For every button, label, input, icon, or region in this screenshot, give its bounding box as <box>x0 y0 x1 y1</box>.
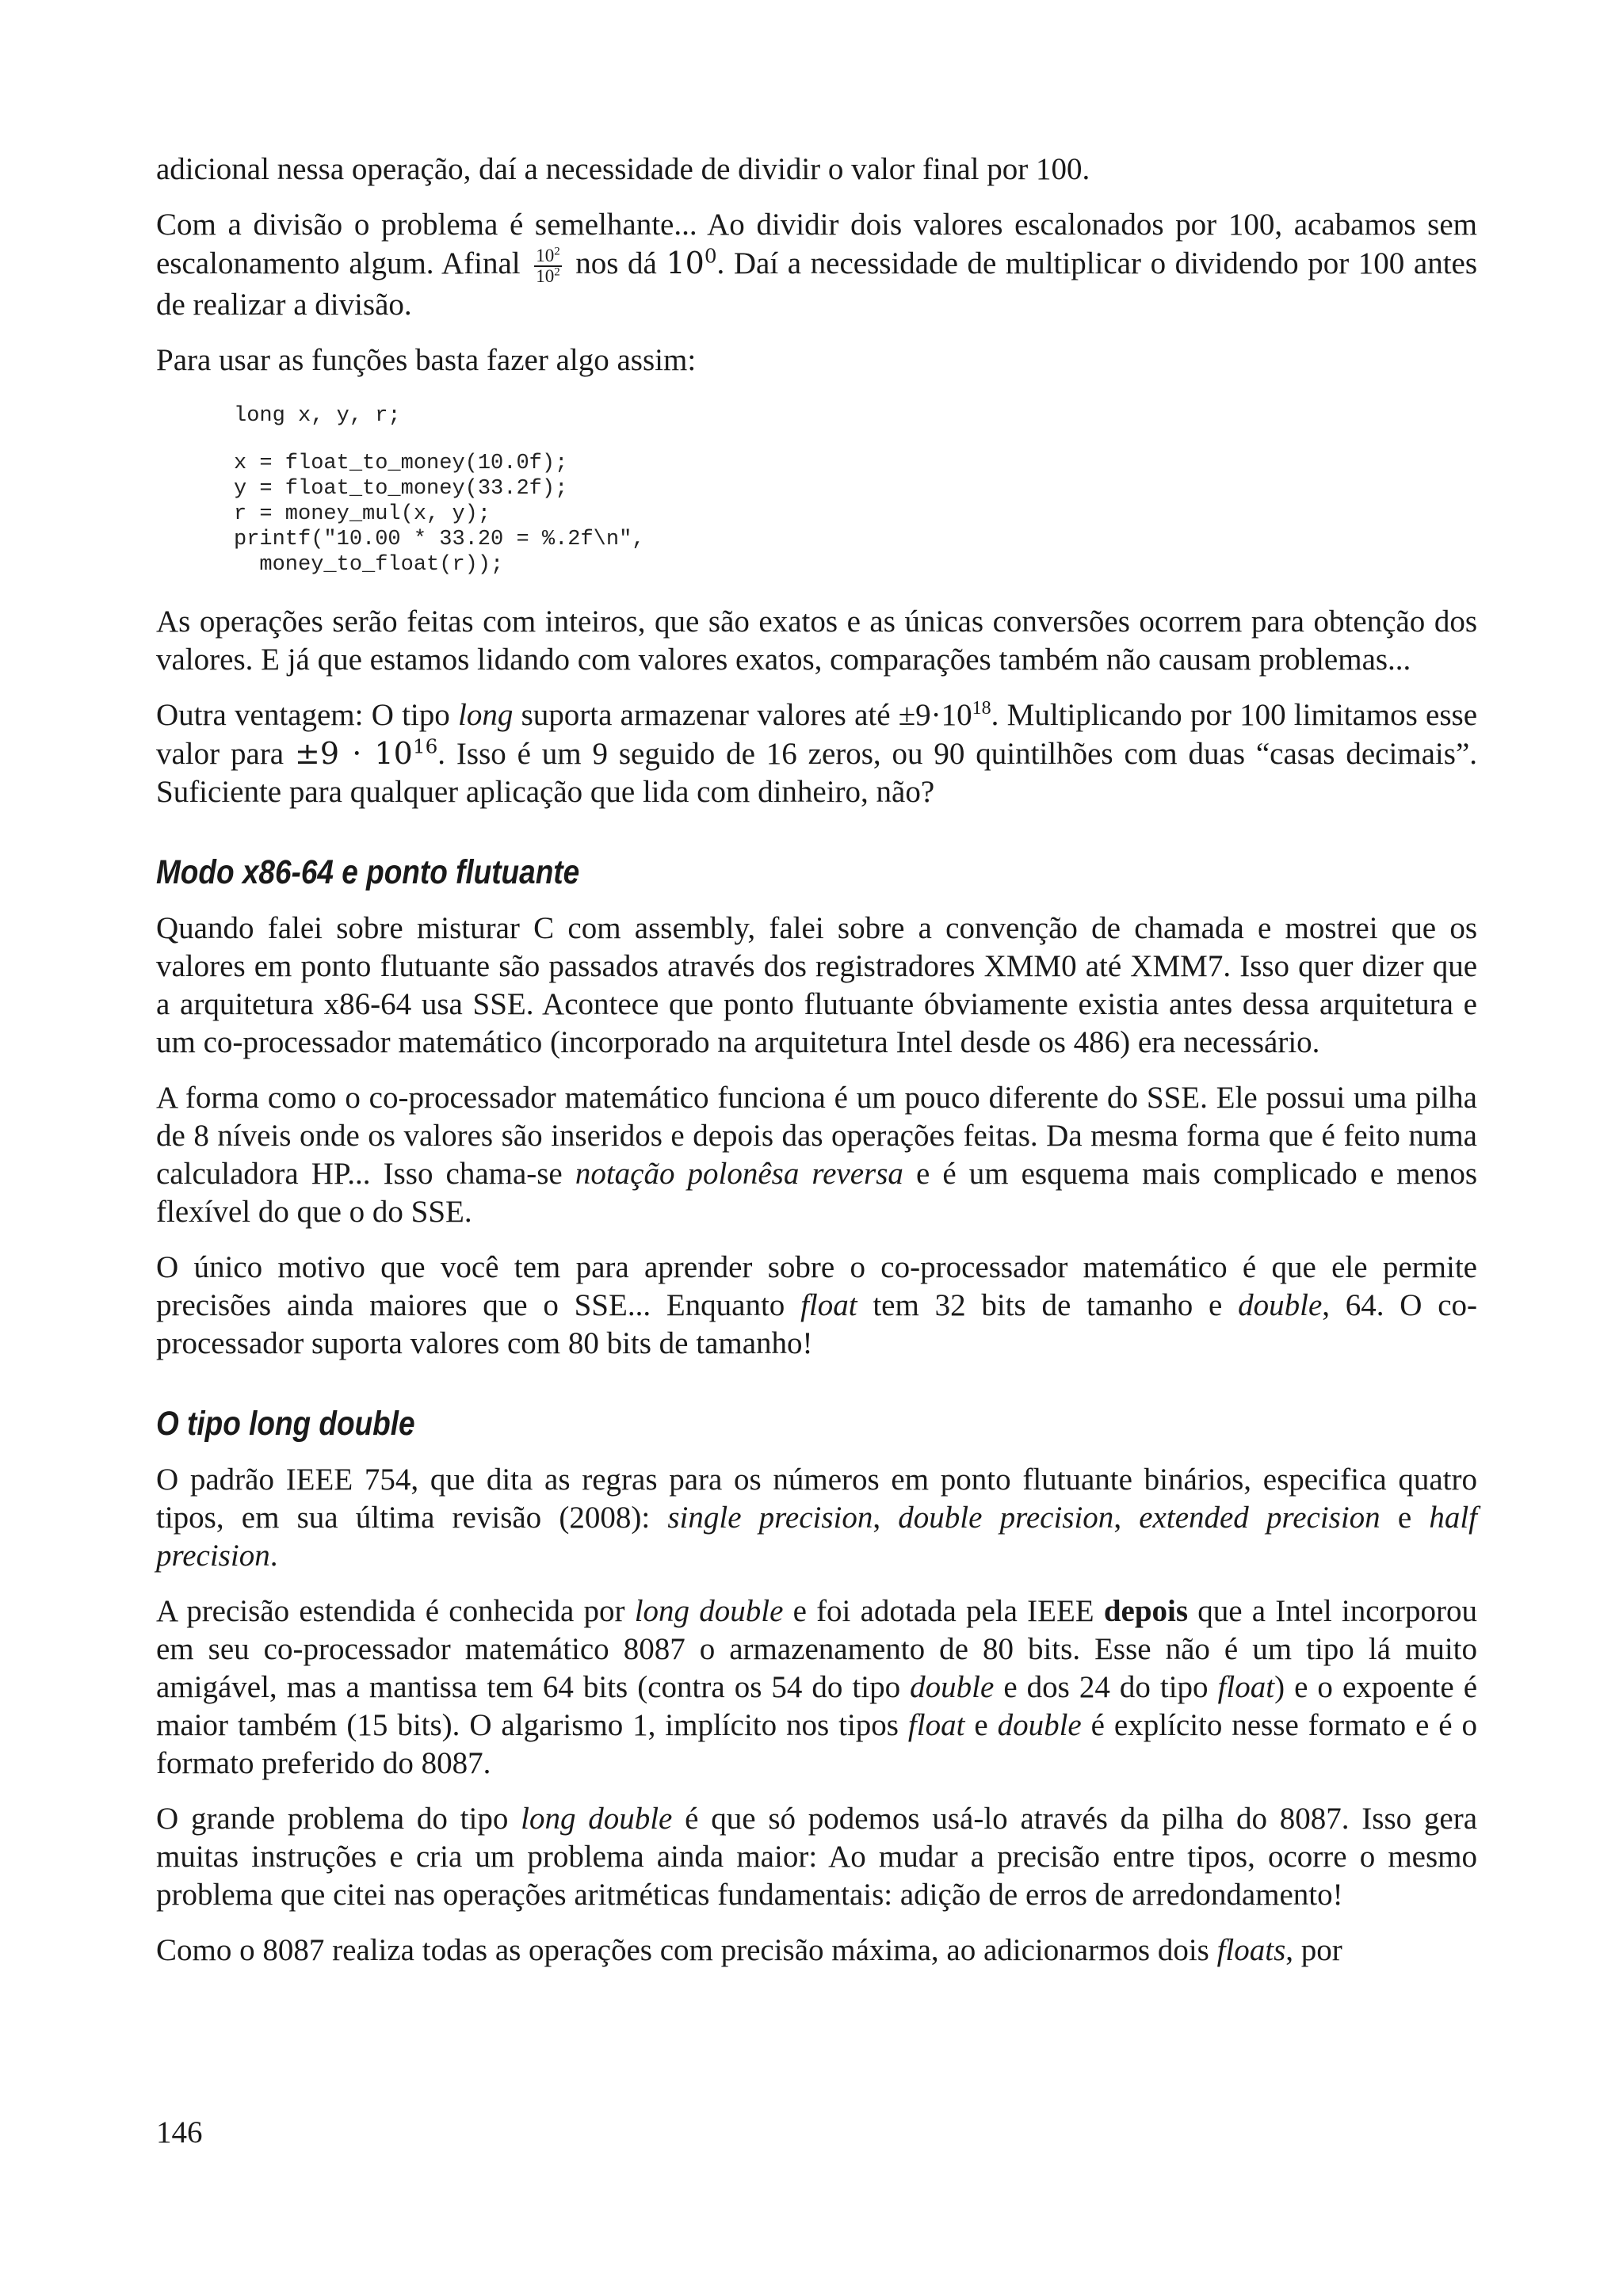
paragraph-11: O grande problema do tipo long double é que só podemos usá-lo através da pilha do 8087. Isso gera muitas instruções e cria um problema ainda maior: Ao mudar a precisão entre tipos, ocorre o mesmo problema que citei nas operações aritméticas fundamentais: adição de erros de arredondamento! <box>156 1802 1478 1913</box>
section-heading: Modo x86-64 e ponto flutuante <box>156 853 580 892</box>
paragraph-5: Outra ventagem: O tipo long suporta armazenar valores até $\pm 9\cdot 10^{18}$. Multiplicando por 100 limitamos esse valor para $\pm 9 \cdot 10^{16}$. Isso é um 9 seguido de 16 zeros, ou 90 quintilhões com duas “casas decimais”. Suficiente para qualquer aplicação que lida com dinheiro, não? <box>156 698 1478 810</box>
math-expression: $\pm 9 \cdot 10^{16}$ <box>295 734 438 772</box>
code-block <box>234 403 1477 578</box>
paragraph-7: A forma como o co-processador matemático funciona é um pouco diferente do SSE. Ele possui uma pilha de 8 níveis onde os valores são inseridos e depois das operações feitas. Da mesma forma que é feito numa calculadora HP... Isso chama-se notação polonêsa reversa e é um esquema mais complicado e menos flexível do que o do SSE. <box>156 1081 1478 1230</box>
code-line: printf("10.00 * 33.20 = %.2f\n", <box>234 528 645 552</box>
paragraph-9: O padrão IEEE 754, que dita as regras para os números em ponto flutuante binários, especifica quatro tipos, em sua última revisão (2008): single precision, double precision, extended precision e half precision. <box>156 1463 1478 1573</box>
paragraph-3: Para usar as funções basta fazer algo assim: <box>156 343 697 378</box>
code-line: y = float_to_money(33.2f); <box>234 477 568 502</box>
paragraph-8: O único motivo que você tem para aprender sobre o co-processador matemático é que ele permite precisões ainda maiores que o SSE... Enquanto float tem 32 bits de tamanho e double, 64. O co-processador suporta valores com 80 bits de tamanho! <box>156 1250 1478 1361</box>
section-heading: O tipo long double <box>156 1405 415 1444</box>
code-line: long x, y, r; <box>234 404 401 429</box>
paragraph-12: Como o 8087 realiza todas as operações com precisão máxima, ao adicionarmos dois floats, por <box>156 1933 1342 1968</box>
page-number: 146 <box>156 2115 203 2149</box>
fraction: $\frac{10^2}{10^2}$ <box>536 245 560 287</box>
code-line: x = float_to_money(10.0f); <box>234 452 568 476</box>
paragraph-2: Com a divisão o problema é semelhante... Ao dividir dois valores escalonados por 100, acabamos sem escalonamento algum. Afinal $\frac{10^2}{10^2}$ nos dá $10^0$. Daí a necessidade de multiplicar o dividendo por 100 antes de realizar a divisão. <box>156 208 1478 322</box>
paragraph-10: A precisão estendida é conhecida por long double e foi adotada pela IEEE depois que a Intel incorporou em seu co-processador matemático 8087 o armazenamento de 80 bits. Esse não é um tipo lá muito amigável, mas a mantissa tem 64 bits (contra os 54 do tipo double e dos 24 do tipo float) e o expoente é maior também (15 bits). O algarismo 1, implícito nos tipos float e double é explícito nesse formato e é o formato preferido do 8087. <box>156 1594 1478 1781</box>
paragraph-6: Quando falei sobre misturar C com assembly, falei sobre a convenção de chamada e mostrei que os valores em ponto flutuante são passados através dos registradores XMM0 até XMM7. Isso quer dizer que a arquitetura x86-64 usa SSE. Acontece que ponto flutuante óbviamente existia antes dessa arquitetura e um co-processador matemático (incorporado na arquitetura Intel desde os 486) era necessário. <box>156 911 1477 1060</box>
paragraph-4: As operações serão feitas com inteiros, que são exatos e as únicas conversões ocorrem para obtenção dos valores. E já que estamos lidando com valores exatos, comparações também não causam problemas... <box>156 605 1477 677</box>
paragraph-1: adicional nessa operação, daí a necessidade de dividir o valor final por 100. <box>156 152 1090 186</box>
code-line: r = money_mul(x, y); <box>234 502 491 527</box>
code-line: money_to_float(r)); <box>234 553 504 578</box>
math-expression: $10^0$ <box>666 244 717 280</box>
document-page <box>156 151 1477 1987</box>
